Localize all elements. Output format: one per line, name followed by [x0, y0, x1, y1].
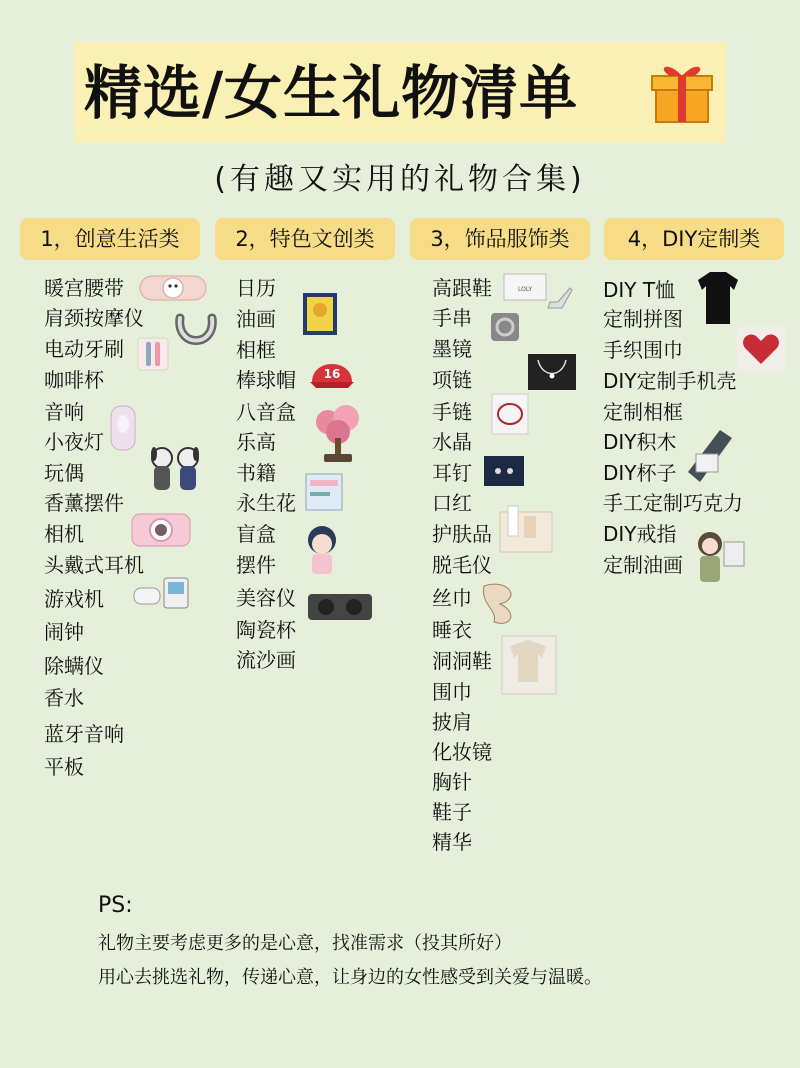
camera-icon	[130, 508, 192, 548]
list-item: 流沙画	[236, 648, 296, 672]
list-item: 陶瓷杯	[236, 618, 296, 642]
list-item: 暖宫腰带	[44, 276, 124, 300]
ps-heading: PS:	[98, 893, 133, 918]
category-cultural-creative: 2，特色文创类	[215, 218, 395, 260]
tshirt-icon	[694, 268, 742, 326]
list-item: 精华	[432, 830, 472, 854]
list-item: 披肩	[432, 710, 472, 734]
necklace-box-icon	[526, 350, 578, 394]
list-item: 香水	[44, 686, 84, 710]
list-item: 摆件	[236, 553, 276, 577]
list-item: DIY戒指	[603, 522, 677, 546]
list-item: DIY T恤	[603, 278, 676, 302]
list-item: DIY杯子	[603, 461, 677, 485]
warming-belt-icon	[138, 268, 208, 308]
list-item: 手工定制巧克力	[603, 491, 743, 515]
night-light-icon	[108, 404, 138, 452]
list-item: 洞洞鞋	[432, 649, 492, 673]
diy-cup-kit-icon	[680, 424, 736, 486]
gift-box-icon	[648, 58, 716, 126]
list-item: 日历	[236, 276, 276, 300]
list-item: 乐高	[236, 430, 276, 454]
game-console-icon	[132, 576, 190, 610]
list-item: 电动牙刷	[44, 337, 124, 361]
list-item: 相机	[44, 522, 84, 546]
list-item: 围巾	[432, 680, 472, 704]
shoe-box-brand: LOLY	[517, 286, 533, 293]
list-item: 高跟鞋	[432, 276, 492, 300]
list-item: 丝巾	[432, 586, 472, 610]
list-item: 鞋子	[432, 800, 472, 824]
book-icon	[302, 470, 346, 514]
list-item: 平板	[44, 755, 84, 779]
list-item: 头戴式耳机	[44, 553, 144, 577]
bracelet-icon	[488, 310, 522, 344]
list-item: 音响	[44, 400, 84, 424]
list-item: 小夜灯	[44, 430, 104, 454]
neck-massager-icon	[174, 308, 218, 354]
list-item: 手织围巾	[603, 338, 683, 362]
list-item: 除螨仪	[44, 654, 104, 678]
list-item: 定制油画	[603, 553, 683, 577]
list-item: 八音盒	[236, 400, 296, 424]
category-creative-life: 1，创意生活类	[20, 218, 200, 260]
list-item: 睡衣	[432, 618, 472, 642]
list-item: 蓝牙音响	[44, 722, 124, 746]
ps-line: 用心去挑选礼物，传递心意，让身边的女性感受到关爱与温暖。	[98, 967, 602, 988]
list-item: 盲盒	[236, 522, 276, 546]
blind-box-figure-icon	[300, 522, 344, 580]
list-item: 口红	[432, 491, 472, 515]
list-item: 手串	[432, 306, 472, 330]
beauty-device-icon	[306, 586, 374, 624]
silk-scarf-icon	[478, 578, 524, 628]
skincare-set-icon	[498, 502, 554, 554]
page-subtitle: (有趣又实用的礼物合集)	[214, 162, 586, 197]
list-item: 脱毛仪	[432, 553, 492, 577]
chain-bracelet-icon	[490, 392, 530, 436]
ps-line: 礼物主要考虑更多的是心意，找准需求（投其所好）	[98, 933, 512, 954]
oil-painting-icon	[302, 292, 338, 336]
page-title: 精选/女生礼物清单	[84, 59, 579, 127]
pajamas-icon	[500, 632, 558, 696]
category-accessories-apparel: 3，饰品服饰类	[410, 218, 590, 260]
list-item: 永生花	[236, 491, 296, 515]
flower-tree-icon	[312, 404, 364, 464]
list-item: 项链	[432, 368, 472, 392]
list-item: 护肤品	[432, 522, 492, 546]
plush-toys-icon	[146, 442, 204, 494]
list-item: 定制相框	[603, 400, 683, 424]
custom-portrait-icon	[694, 528, 748, 586]
list-item: 化妆镜	[432, 740, 492, 764]
baseball-cap-icon	[308, 350, 356, 392]
list-item: 香薰摆件	[44, 491, 124, 515]
list-item: 咖啡杯	[44, 368, 104, 392]
list-item: 墨镜	[432, 337, 472, 361]
list-item: 书籍	[236, 461, 276, 485]
knitted-heart-icon	[736, 326, 786, 372]
earrings-box-icon	[482, 452, 526, 490]
list-item: 玩偶	[44, 461, 84, 485]
list-item: 肩颈按摩仪	[44, 306, 144, 330]
list-item: 手链	[432, 400, 472, 424]
cap-number: 16	[323, 367, 341, 381]
list-item: 闹钟	[44, 620, 84, 644]
list-item: 耳钉	[432, 461, 472, 485]
list-item: 美容仪	[236, 586, 296, 610]
list-item: 水晶	[432, 430, 472, 454]
list-item: 棒球帽	[236, 368, 296, 392]
category-diy-custom: 4，DIY定制类	[604, 218, 784, 260]
electric-toothbrush-icon	[136, 334, 172, 374]
list-item: 油画	[236, 307, 276, 331]
list-item: DIY积木	[603, 430, 677, 454]
list-item: DIY定制手机壳	[603, 369, 737, 393]
list-item: 游戏机	[44, 587, 104, 611]
list-item: 相框	[236, 338, 276, 362]
list-item: 定制拼图	[603, 307, 683, 331]
list-item: 胸针	[432, 770, 472, 794]
